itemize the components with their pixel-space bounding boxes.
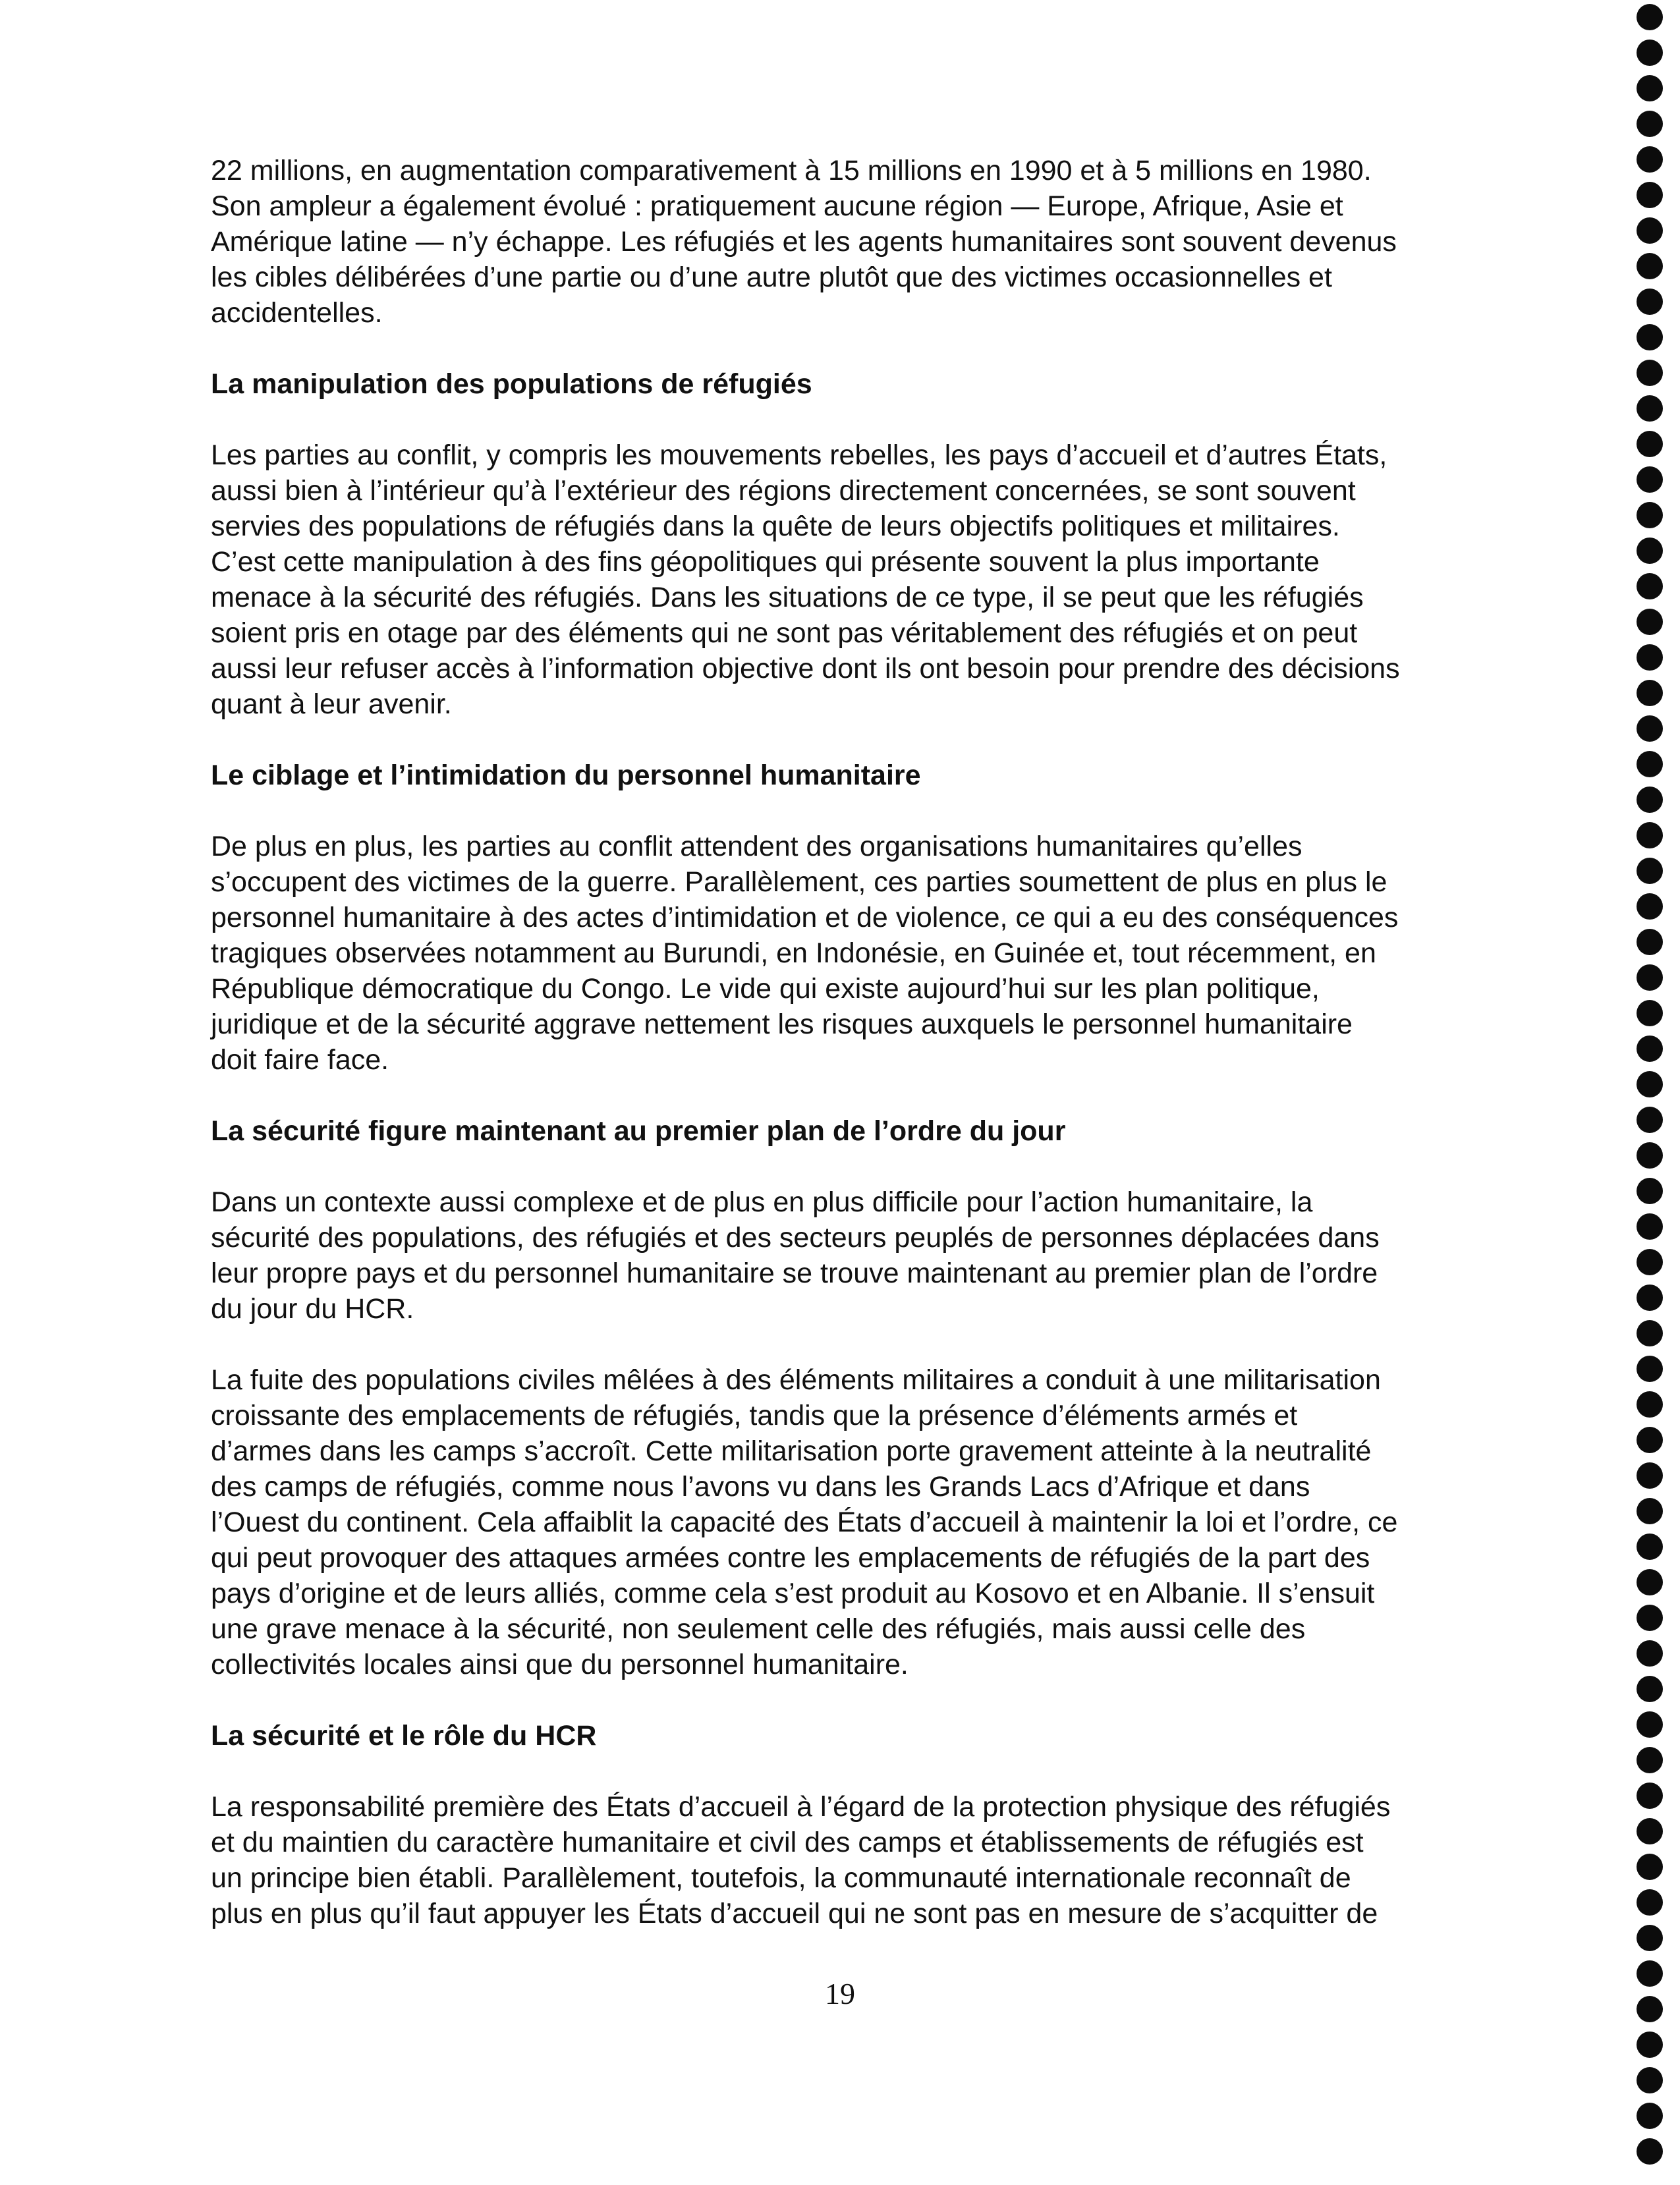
binding-hole: [1637, 1640, 1663, 1667]
binding-hole: [1637, 573, 1663, 599]
binding-hole: [1637, 111, 1663, 137]
binding-hole: [1637, 1818, 1663, 1844]
binding-hole: [1637, 253, 1663, 279]
binding-hole: [1637, 1534, 1663, 1560]
text-line: aussi leur refuser accès à l’information objective dont ils ont besoin pour prendre des décisions: [211, 653, 1400, 684]
text-line: d’armes dans les camps s’accroît. Cette militarisation porte gravement atteinte à la neutralité: [211, 1435, 1372, 1467]
binding-hole: [1637, 1178, 1663, 1204]
binding-hole: [1637, 40, 1663, 66]
binding-hole: [1637, 644, 1663, 671]
text-line: Amérique latine — n’y échappe. Les réfugiés et les agents humanitaires sont souvent devenus: [211, 226, 1397, 258]
text-line: pays d’origine et de leurs alliés, comme cela s’est produit au Kosovo et en Albanie. Il s’ensuit: [211, 1578, 1375, 1609]
binding-hole: [1637, 1569, 1663, 1595]
text-line: les cibles délibérées d’une partie ou d’une autre plutôt que des victimes occasionnelles et: [211, 262, 1332, 293]
page-number: 19: [825, 1977, 855, 2010]
binding-hole: [1637, 1285, 1663, 1311]
binding-holes: [1627, 0, 1680, 2185]
text-line: accidentelles.: [211, 297, 383, 329]
binding-hole: [1637, 217, 1663, 244]
text-line: aussi bien à l’intérieur qu’à l’extérieur des régions directement concernées, se sont souvent: [211, 475, 1356, 507]
text-line: sécurité des populations, des réfugiés et des secteurs peuplés de personnes déplacées dans: [211, 1222, 1380, 1254]
binding-hole: [1637, 538, 1663, 564]
text-line: un principe bien établi. Parallèlement, toutefois, la communauté internationale reconnaît de: [211, 1862, 1351, 1894]
section-heading: La sécurité figure maintenant au premier plan de l’ordre du jour: [211, 1115, 1066, 1147]
binding-hole: [1637, 2138, 1663, 2165]
text-line: La responsabilité première des États d’accueil à l’égard de la protection physique des réfugiés: [211, 1791, 1391, 1823]
section-heading: La sécurité et le rôle du HCR: [211, 1720, 597, 1752]
binding-hole: [1637, 431, 1663, 457]
binding-hole: [1637, 751, 1663, 777]
binding-hole: [1637, 858, 1663, 884]
binding-hole: [1637, 1036, 1663, 1062]
binding-hole: [1637, 395, 1663, 422]
text-line: De plus en plus, les parties au conflit attendent des organisations humanitaires qu’elles: [211, 831, 1302, 862]
binding-hole: [1637, 1142, 1663, 1169]
text-line: quant à leur avenir.: [211, 688, 452, 720]
binding-hole: [1637, 1213, 1663, 1240]
binding-hole: [1637, 609, 1663, 635]
paragraph: [211, 437, 1502, 722]
binding-hole: [1637, 1854, 1663, 1880]
paragraph: [211, 1789, 1502, 1931]
text-line: menace à la sécurité des réfugiés. Dans les situations de ce type, il se peut que les réfugiés: [211, 582, 1364, 613]
binding-hole: [1637, 360, 1663, 386]
binding-hole: [1637, 4, 1663, 30]
binding-hole: [1637, 2032, 1663, 2058]
text-line: une grave menace à la sécurité, non seulement celle des réfugiés, mais aussi celle des: [211, 1613, 1306, 1645]
text-line: plus en plus qu’il faut appuyer les États d’accueil qui ne sont pas en mesure de s’acquitter de: [211, 1898, 1378, 1929]
text-line: l’Ouest du continent. Cela affaiblit la capacité des États d’accueil à maintenir la loi et l’ordre, ce: [211, 1507, 1398, 1538]
binding-hole: [1637, 680, 1663, 706]
binding-hole: [1637, 146, 1663, 173]
binding-hole: [1637, 715, 1663, 742]
text-line: croissante des emplacements de réfugiés, tandis que la présence d’éléments armés et: [211, 1400, 1298, 1431]
binding-hole: [1637, 1000, 1663, 1026]
binding-hole: [1637, 1960, 1663, 1987]
binding-hole: [1637, 1996, 1663, 2022]
binding-hole: [1637, 1605, 1663, 1631]
text-line: s’occupent des victimes de la guerre. Parallèlement, ces parties soumettent de plus en plus le: [211, 866, 1387, 898]
binding-hole: [1637, 324, 1663, 350]
binding-hole: [1637, 787, 1663, 813]
binding-hole: [1637, 1249, 1663, 1275]
binding-hole: [1637, 1427, 1663, 1453]
text-line: du jour du HCR.: [211, 1293, 414, 1325]
document-body: [211, 153, 1502, 1967]
binding-hole: [1637, 1889, 1663, 1916]
text-line: La fuite des populations civiles mêlées à des éléments militaires a conduit à une militarisation: [211, 1364, 1381, 1396]
binding-hole: [1637, 929, 1663, 955]
text-line: servies des populations de réfugiés dans la quête de leurs objectifs politiques et militaires.: [211, 511, 1340, 542]
binding-hole: [1637, 964, 1663, 991]
section-heading: Le ciblage et l’intimidation du personnel humanitaire: [211, 760, 921, 791]
text-line: soient pris en otage par des éléments qui ne sont pas véritablement des réfugiés et on peut: [211, 617, 1358, 649]
binding-hole: [1637, 1711, 1663, 1738]
binding-hole: [1637, 289, 1663, 315]
binding-hole: [1637, 1356, 1663, 1382]
binding-hole: [1637, 1747, 1663, 1773]
text-line: et du maintien du caractère humanitaire et civil des camps et établissements de réfugiés est: [211, 1827, 1364, 1858]
binding-hole: [1637, 1783, 1663, 1809]
binding-hole: [1637, 182, 1663, 208]
text-line: personnel humanitaire à des actes d’intimidation et de violence, ce qui a eu des conséquences: [211, 902, 1399, 933]
binding-hole: [1637, 502, 1663, 528]
paragraph: [211, 153, 1502, 331]
binding-hole: [1637, 1676, 1663, 1702]
text-line: qui peut provoquer des attaques armées contre les emplacements de réfugiés de la part des: [211, 1542, 1370, 1574]
paragraph: [211, 1362, 1502, 1682]
text-line: des camps de réfugiés, comme nous l’avons vu dans les Grands Lacs d’Afrique et dans: [211, 1471, 1310, 1503]
text-line: C’est cette manipulation à des fins géopolitiques qui présente souvent la plus importante: [211, 546, 1320, 578]
binding-hole: [1637, 466, 1663, 493]
text-line: Son ampleur a également évolué : pratiquement aucune région — Europe, Afrique, Asie et: [211, 190, 1343, 222]
text-line: tragiques observées notamment au Burundi, en Indonésie, en Guinée et, tout récemment, en: [211, 937, 1376, 969]
text-line: Dans un contexte aussi complexe et de plus en plus difficile pour l’action humanitaire, la: [211, 1186, 1313, 1218]
text-line: collectivités locales ainsi que du personnel humanitaire.: [211, 1649, 909, 1680]
binding-hole: [1637, 2103, 1663, 2129]
text-line: doit faire face.: [211, 1044, 389, 1076]
binding-hole: [1637, 1107, 1663, 1133]
text-line: 22 millions, en augmentation comparativement à 15 millions en 1990 et à 5 millions en 1980.: [211, 155, 1372, 186]
binding-hole: [1637, 893, 1663, 920]
section-heading: La manipulation des populations de réfugiés: [211, 368, 812, 400]
binding-hole: [1637, 1925, 1663, 1951]
binding-hole: [1637, 1462, 1663, 1489]
binding-hole: [1637, 1498, 1663, 1524]
paragraph: [211, 829, 1502, 1078]
binding-hole: [1637, 1391, 1663, 1418]
text-line: Les parties au conflit, y compris les mouvements rebelles, les pays d’accueil et d’autres États,: [211, 439, 1387, 471]
text-line: leur propre pays et du personnel humanitaire se trouve maintenant au premier plan de l’ordre: [211, 1258, 1378, 1289]
paragraph: [211, 1184, 1502, 1327]
text-line: République démocratique du Congo. Le vide qui existe aujourd’hui sur les plan politique,: [211, 973, 1320, 1005]
binding-hole: [1637, 1071, 1663, 1097]
binding-hole: [1637, 1320, 1663, 1346]
binding-hole: [1637, 2067, 1663, 2093]
binding-hole: [1637, 822, 1663, 848]
binding-hole: [1637, 75, 1663, 101]
text-line: juridique et de la sécurité aggrave nettement les risques auxquels le personnel humanitaire: [211, 1009, 1353, 1040]
